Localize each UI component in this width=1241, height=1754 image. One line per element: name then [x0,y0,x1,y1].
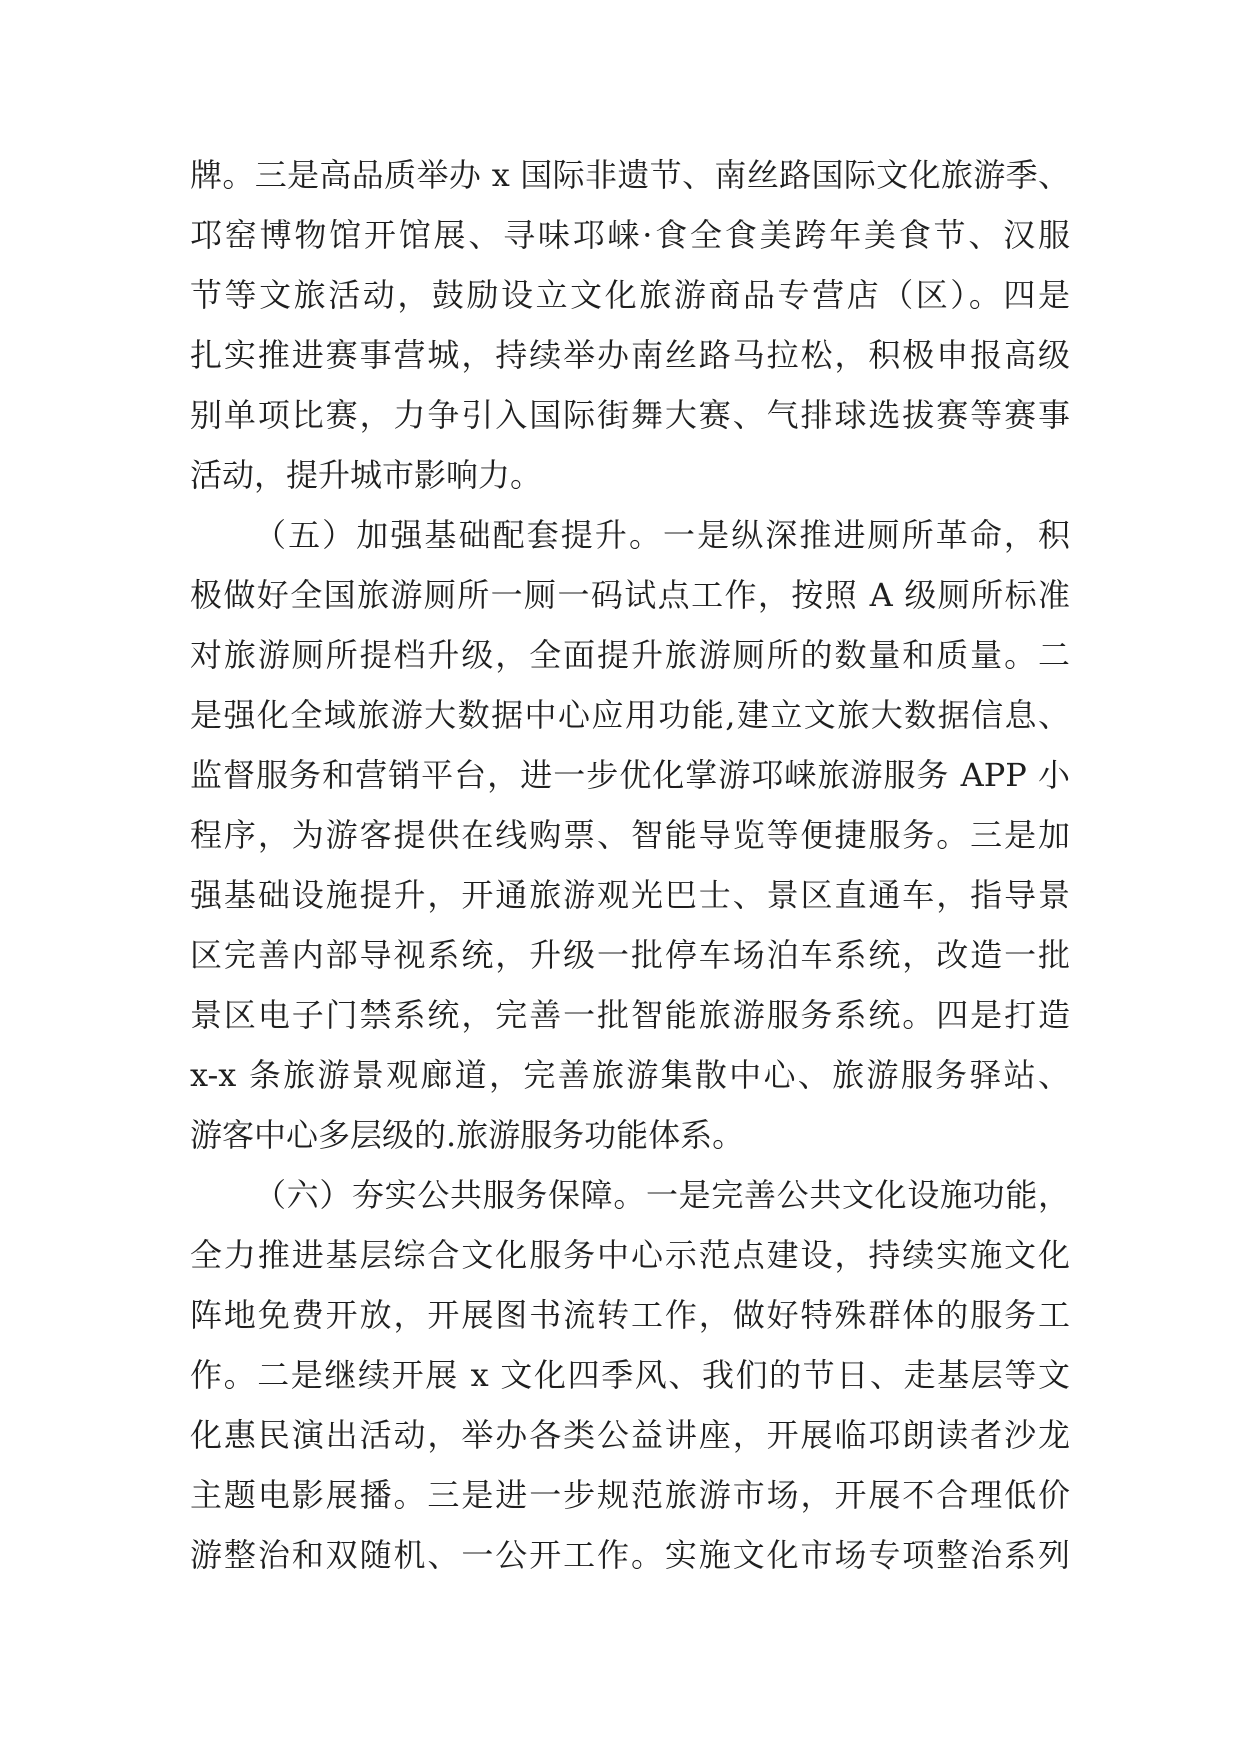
section-6-heading-line: （六）夯实公共服务保障。一是完善公共文化设施功能， [254,1176,1070,1214]
text-line: 强基础设施提升，开通旅游观光巴士、景区直通车，指导景 [190,876,1070,914]
text-line: 别单项比赛，力争引入国际街舞大赛、气排球选拔赛等赛事 [190,396,1070,434]
paragraph-section-5 [190,505,1070,1165]
section-5-heading-line: （五）加强基础配套提升。一是纵深推进厕所革命，积 [254,516,1070,554]
text-line: 化惠民演出活动，举办各类公益讲座，开展临邛朗读者沙龙 [190,1416,1070,1454]
text-line: 游客中心多层级的.旅游服务功能体系。 [190,1116,745,1154]
text-line: 极做好全国旅游厕所一厕一码试点工作，按照 A 级厕所标准 [190,576,1070,614]
text-line: 监督服务和营销平台，进一步优化掌游邛崃旅游服务 APP 小 [190,756,1070,794]
text-line: 活动，提升城市影响力。 [190,456,543,494]
text-line: x-x 条旅游景观廊道，完善旅游集散中心、旅游服务驿站、 [190,1056,1070,1094]
text-line: 全力推进基层综合文化服务中心示范点建设，持续实施文化 [190,1236,1070,1274]
text-line: 程序，为游客提供在线购票、智能导览等便捷服务。三是加 [190,816,1070,854]
text-line: 景区电子门禁系统，完善一批智能旅游服务系统。四是打造 [190,996,1070,1034]
text-line: 对旅游厕所提档升级，全面提升旅游厕所的数量和质量。二 [190,636,1070,674]
text-line: 区完善内部导视系统，升级一批停车场泊车系统，改造一批 [190,936,1070,974]
text-line: 阵地免费开放，开展图书流转工作，做好特殊群体的服务工 [190,1296,1070,1334]
text-line: 游整治和双随机、一公开工作。实施文化市场专项整治系列 [190,1536,1070,1574]
document-body [190,145,1070,1585]
text-line: 是强化全域旅游大数据中心应用功能,建立文旅大数据信息、 [190,696,1070,734]
text-line: 牌。三是高品质举办 x 国际非遗节、南丝路国际文化旅游季、 [190,156,1070,194]
text-line: 作。二是继续开展 x 文化四季风、我们的节日、走基层等文 [190,1356,1070,1394]
paragraph-continuation [190,145,1070,505]
paragraph-section-6 [190,1165,1070,1585]
text-line: 主题电影展播。三是进一步规范旅游市场，开展不合理低价 [190,1476,1070,1514]
text-line: 扎实推进赛事营城，持续举办南丝路马拉松，积极申报高级 [190,336,1070,374]
text-line: 邛窑博物馆开馆展、寻味邛崃·食全食美跨年美食节、汉服 [190,216,1070,254]
text-line: 节等文旅活动，鼓励设立文化旅游商品专营店（区）。四是 [190,276,1070,314]
